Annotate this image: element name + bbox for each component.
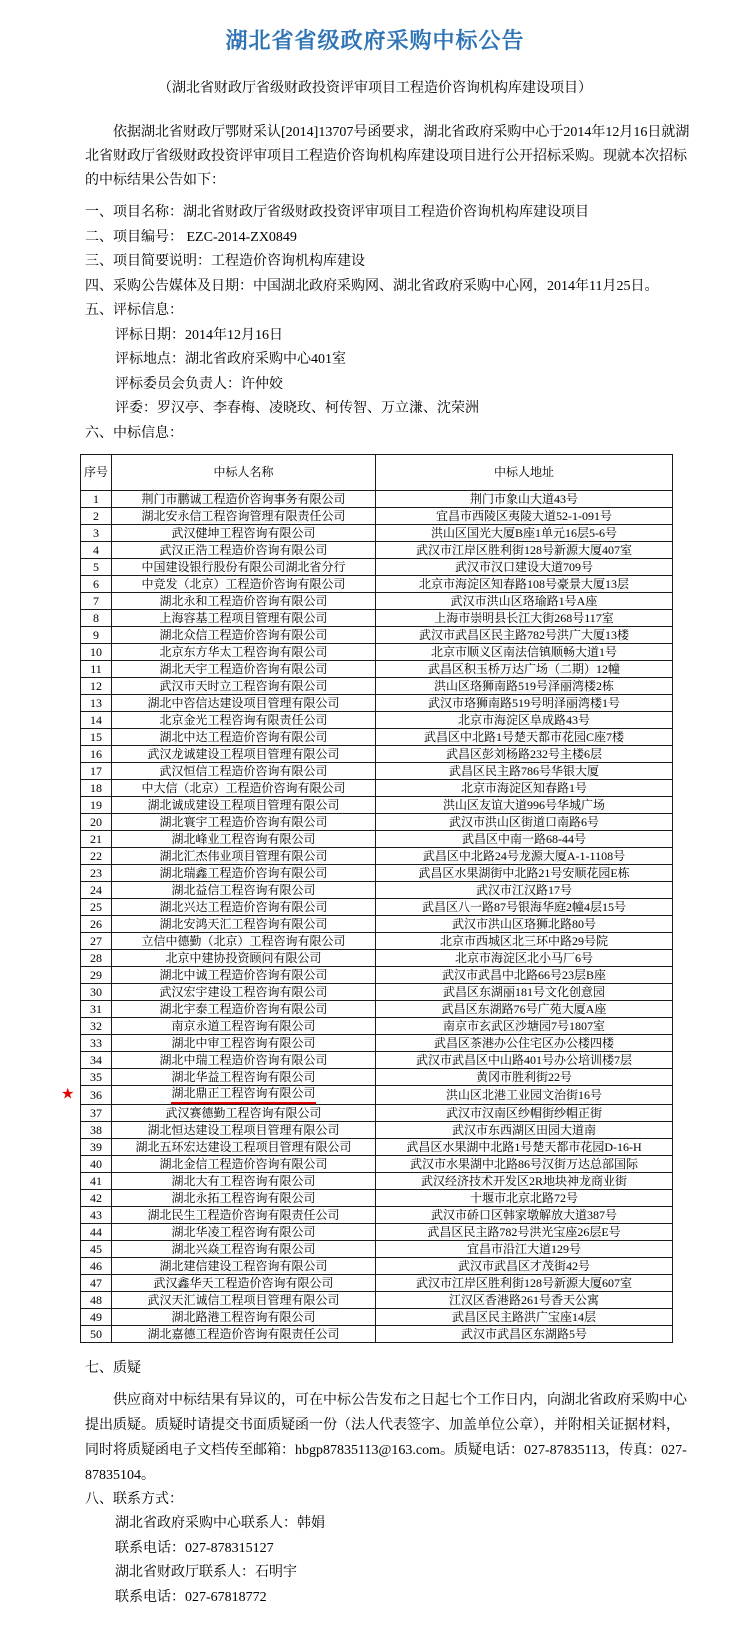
cell-serial: 18 (81, 780, 112, 797)
cell-serial: 2 (81, 508, 112, 525)
winners-table (61, 454, 673, 1343)
table-row (81, 559, 673, 576)
cell-winner-name: 湖北中诚工程造价咨询有限公司 (112, 967, 376, 984)
cell-winner-address: 南京市玄武区沙塘园7号1807室 (376, 1018, 673, 1035)
cell-serial: 1 (81, 491, 112, 508)
table-row (81, 525, 673, 542)
eval-leader: 评标委员会负责人：许仲姣 (115, 376, 283, 392)
cell-winner-name: 武汉天汇诚信工程项目管理有限公司 (112, 1292, 376, 1309)
cell-winner-address: 武汉市武昌中北路66号23层B座 (376, 967, 673, 984)
table-row (81, 797, 673, 814)
cell-winner-name: 武汉正浩工程造价咨询有限公司 (112, 542, 376, 559)
table-row (81, 899, 673, 916)
cell-serial: 17 (81, 763, 112, 780)
cell-serial: 19 (81, 797, 112, 814)
cell-winner-name: 湖北兴达工程造价咨询有限公司 (112, 899, 376, 916)
cell-winner-name: 荆门市鹏诚工程造价咨询事务有限公司 (112, 491, 376, 508)
table-row (81, 593, 673, 610)
cell-winner-name: 北京东方华太工程咨询有限公司 (112, 644, 376, 661)
cell-winner-address: 武汉市江汉路17号 (376, 882, 673, 899)
table-row (81, 678, 673, 695)
cell-serial: 27 (81, 933, 112, 950)
cell-winner-name: 湖北益信工程咨询有限公司 (112, 882, 376, 899)
cell-winner-address: 武汉市武昌区中山路401号办公培训楼7层 (376, 1052, 673, 1069)
cell-winner-address: 北京市海淀区北小马厂6号 (376, 950, 673, 967)
table-row (81, 695, 673, 712)
cell-winner-name: 湖北众信工程造价咨询有限公司 (112, 627, 376, 644)
cell-serial: 50 (81, 1326, 112, 1343)
table-row (81, 746, 673, 763)
table-row (81, 1069, 673, 1086)
cell-winner-name: 中竞发（北京）工程造价咨询有限公司 (112, 576, 376, 593)
cell-serial: 33 (81, 1035, 112, 1052)
cell-serial: 30 (81, 984, 112, 1001)
table-row (81, 1309, 673, 1326)
cell-winner-address: 武汉经济技术开发区2R地块神龙商业街 (376, 1173, 673, 1190)
table-row (81, 814, 673, 831)
cell-winner-address: 武昌区民主路786号华银大厦 (376, 763, 673, 780)
cell-serial: 7 (81, 593, 112, 610)
cell-winner-address: 北京市顺义区南法信镇顺畅大道1号 (376, 644, 673, 661)
cell-serial: 49 (81, 1309, 112, 1326)
header-serial: 序号 (81, 455, 112, 491)
table-row (81, 542, 673, 559)
cell-winner-address: 武汉市洪山区珞狮北路80号 (376, 916, 673, 933)
item-announce-media: 四、采购公告媒体及日期：中国湖北政府采购网、湖北省政府采购中心网，2014年11月25日。 (85, 278, 659, 294)
cell-winner-address: 武昌区茶港办公住宅区办公楼四楼 (376, 1035, 673, 1052)
cell-winner-address: 洪山区北港工业园文治街16号 (376, 1086, 673, 1105)
table-row (81, 967, 673, 984)
item-project-name: 一、项目名称：湖北省财政厅省级财政投资评审项目工程造价咨询机构库建设项目 (85, 205, 589, 220)
cell-winner-name: 湖北中瑞工程造价咨询有限公司 (112, 1052, 376, 1069)
table-row (81, 610, 673, 627)
cell-winner-name: 湖北安永信工程咨询管理有限责任公司 (112, 508, 376, 525)
table-row (81, 831, 673, 848)
cell-winner-name: 湖北宇泰工程造价咨询有限公司 (112, 1001, 376, 1018)
cell-winner-name: 湖北路港工程咨询有限公司 (112, 1309, 376, 1326)
cell-winner-address: 北京市海淀区知春路108号豪景大厦13层 (376, 576, 673, 593)
table-row (81, 661, 673, 678)
cell-winner-address: 武昌区水果湖街中北路21号安顺花园E栋 (376, 865, 673, 882)
item-winner-info: 六、中标信息： (85, 425, 183, 441)
cell-winner-name: 湖北五环宏达建设工程项目管理有限公司 (112, 1139, 376, 1156)
cell-winner-address: 武汉市武昌区东湖路5号 (376, 1326, 673, 1343)
table-row (81, 1052, 673, 1069)
cell-winner-address: 上海市崇明县长江大街268号117室 (376, 610, 673, 627)
cell-winner-name: 武汉健坤工程咨询有限公司 (112, 525, 376, 542)
cell-serial: 20 (81, 814, 112, 831)
contact-center-phone: 联系电话：027-878315127 (115, 1540, 274, 1556)
table-row (81, 1224, 673, 1241)
cell-serial: 23 (81, 865, 112, 882)
cell-winner-address: 武汉市硚口区韩家墩解放大道387号 (376, 1207, 673, 1224)
cell-winner-address: 洪山区友谊大道996号华城广场 (376, 797, 673, 814)
table-row (81, 763, 673, 780)
header-winner-name: 中标人名称 (112, 455, 376, 491)
cell-serial: 34 (81, 1052, 112, 1069)
table-row (81, 491, 673, 508)
cell-winner-name: 中大信（北京）工程造价咨询有限公司 (112, 780, 376, 797)
eval-place: 评标地点：湖北省政府采购中心401室 (115, 352, 346, 367)
cell-winner-address: 武汉市武昌区才茂街42号 (376, 1258, 673, 1275)
table-row (81, 1326, 673, 1343)
cell-serial: 42 (81, 1190, 112, 1207)
cell-winner-name (112, 1086, 376, 1105)
cell-winner-name: 湖北中审工程咨询有限公司 (112, 1035, 376, 1052)
section7-paragraph: 供应商对中标结果有异议的，可在中标公告发布之日起七个工作日内，向湖北省政府采购中心提出质疑。质疑时请提交书面质疑函一份（法人代表签字、加盖单位公章），并附相关证据材料，同时将质疑函电子文档传至邮箱：hbgp87835113@163.com。质疑电话：027-87835113，传真：027-87835104。 (85, 1392, 687, 1483)
cell-serial: 11 (81, 661, 112, 678)
cell-winner-address: 武昌区中北路24号龙源大厦A-1-1108号 (376, 848, 673, 865)
cell-serial: 9 (81, 627, 112, 644)
cell-winner-name: 湖北永和工程造价咨询有限公司 (112, 593, 376, 610)
cell-winner-address: 武昌区彭刘杨路232号主楼6层 (376, 746, 673, 763)
eval-members: 评委：罗汉亭、李春梅、凌晓玫、柯传智、万立溓、沈荣洲 (115, 401, 479, 416)
cell-serial: 44 (81, 1224, 112, 1241)
cell-serial: 16 (81, 746, 112, 763)
cell-winner-name: 武汉恒信工程造价咨询有限公司 (112, 763, 376, 780)
cell-winner-address: 武昌区东湖路76号广苑大厦A座 (376, 1001, 673, 1018)
table-row (81, 644, 673, 661)
cell-winner-address: 宜昌市沿江大道129号 (376, 1241, 673, 1258)
table-row (81, 1241, 673, 1258)
cell-serial: 28 (81, 950, 112, 967)
cell-serial: 13 (81, 695, 112, 712)
table-row (81, 1139, 673, 1156)
cell-serial: 40 (81, 1156, 112, 1173)
cell-winner-address: 武昌区民主路洪广宝座14层 (376, 1309, 673, 1326)
cell-winner-address: 武汉市汉口建设大道709号 (376, 559, 673, 576)
table-row (81, 1122, 673, 1139)
cell-winner-name: 北京中建协投资顾问有限公司 (112, 950, 376, 967)
cell-serial: 26 (81, 916, 112, 933)
cell-winner-name: 湖北恒达建设工程项目管理有限公司 (112, 1122, 376, 1139)
cell-winner-address: 武昌区积玉桥万达广场（二期）12幢 (376, 661, 673, 678)
cell-winner-address: 武汉市江岸区胜利街128号新源大厦407室 (376, 542, 673, 559)
table-row (81, 1035, 673, 1052)
table-row (81, 712, 673, 729)
cell-winner-name: 武汉赛德勤工程咨询有限公司 (112, 1105, 376, 1122)
cell-serial: 48 (81, 1292, 112, 1309)
table-row (81, 882, 673, 899)
cell-winner-name: 湖北金信工程造价咨询有限公司 (112, 1156, 376, 1173)
cell-winner-name: 武汉市天时立工程咨询有限公司 (112, 678, 376, 695)
cell-serial: 31 (81, 1001, 112, 1018)
cell-winner-address: 武汉市洪山区街道口南路6号 (376, 814, 673, 831)
table-row (81, 950, 673, 967)
cell-winner-address: 武汉市汉南区纱帽街纱帽正街 (376, 1105, 673, 1122)
contact-finance-phone: 联系电话：027-67818772 (115, 1589, 267, 1605)
cell-winner-address: 黄冈市胜利街22号 (376, 1069, 673, 1086)
cell-winner-name: 湖北建信建设工程咨询有限公司 (112, 1258, 376, 1275)
table-row (81, 865, 673, 882)
cell-serial: 38 (81, 1122, 112, 1139)
table-row (81, 780, 673, 797)
contact-center-person: 湖北省政府采购中心联系人：韩娟 (115, 1516, 325, 1531)
table-row (81, 916, 673, 933)
cell-winner-name: 湖北寰宇工程造价咨询有限公司 (112, 814, 376, 831)
cell-winner-address: 武昌区民主路782号洪光宝座26层E号 (376, 1224, 673, 1241)
cell-serial: 36 ★ (81, 1086, 112, 1105)
cell-winner-name: 湖北华凌工程咨询有限公司 (112, 1224, 376, 1241)
cell-winner-name: 湖北汇杰伟业项目管理有限公司 (112, 848, 376, 865)
page-subtitle: （湖北省财政厅省级财政投资评审项目工程造价咨询机构库建设项目） (158, 81, 592, 96)
cell-winner-name: 南京永道工程咨询有限公司 (112, 1018, 376, 1035)
cell-winner-name: 湖北天宇工程造价咨询有限公司 (112, 661, 376, 678)
cell-winner-address: 武汉市水果湖中北路86号汉街万达总部国际 (376, 1156, 673, 1173)
cell-winner-name: 立信中德勤（北京）工程咨询有限公司 (112, 933, 376, 950)
cell-winner-name: 湖北峰业工程咨询有限公司 (112, 831, 376, 848)
cell-winner-address: 武汉市武昌区民主路782号洪广大厦13楼 (376, 627, 673, 644)
cell-winner-name: 湖北诚成建设工程项目管理有限公司 (112, 797, 376, 814)
cell-winner-name: 湖北瑞鑫工程造价咨询有限公司 (112, 865, 376, 882)
table-row (81, 627, 673, 644)
cell-serial: 8 (81, 610, 112, 627)
cell-winner-name: 湖北中达工程造价咨询有限公司 (112, 729, 376, 746)
table-row (81, 1105, 673, 1122)
table-row (81, 1190, 673, 1207)
cell-serial: 21 (81, 831, 112, 848)
cell-serial: 3 (81, 525, 112, 542)
cell-winner-name: 湖北安鸿天汇工程咨询有限公司 (112, 916, 376, 933)
table-row (81, 848, 673, 865)
cell-winner-address: 武昌区八一路87号银海华庭2幢4层15号 (376, 899, 673, 916)
cell-winner-address: 武汉市江岸区胜利街128号新源大厦607室 (376, 1275, 673, 1292)
cell-serial: 47 (81, 1275, 112, 1292)
contact-finance-person: 湖北省财政厅联系人：石明宇 (115, 1565, 297, 1580)
table-row (81, 576, 673, 593)
table-row (81, 1018, 673, 1035)
cell-serial: 39 (81, 1139, 112, 1156)
cell-winner-address: 武昌区中北路1号楚天都市花园C座7楼 (376, 729, 673, 746)
cell-serial: 43 (81, 1207, 112, 1224)
table-row (81, 1086, 673, 1105)
winners-table-wrap (61, 454, 750, 1343)
cell-serial: 6 (81, 576, 112, 593)
winners-table-body (61, 491, 673, 1343)
cell-winner-name: 中国建设银行股份有限公司湖北省分行 (112, 559, 376, 576)
cell-winner-address: 荆门市象山大道43号 (376, 491, 673, 508)
table-row (81, 933, 673, 950)
cell-winner-address: 江汉区香港路261号香天公寓 (376, 1292, 673, 1309)
intro-paragraph: 依据湖北省财政厅鄂财采认[2014]13707号函要求，湖北省政府采购中心于2014年12月16日就湖北省财政厅省级财政投资评审项目工程造价咨询机构库建设项目进行公开招标采购。现就本次招标的中标结果公告如下： (85, 125, 690, 188)
table-header-row (81, 455, 673, 491)
cell-winner-name: 湖北民生工程造价咨询有限责任公司 (112, 1207, 376, 1224)
cell-winner-name: 武汉鑫华天工程造价咨询有限公司 (112, 1275, 376, 1292)
item-project-brief: 三、项目简要说明：工程造价咨询机构库建设 (85, 254, 365, 269)
cell-winner-address: 北京市海淀区阜成路43号 (376, 712, 673, 729)
table-row (81, 1001, 673, 1018)
section7-title: 七、质疑 (85, 1361, 141, 1376)
table-row (81, 1207, 673, 1224)
cell-winner-address: 十堰市北京北路72号 (376, 1190, 673, 1207)
cell-winner-address: 宜昌市西陵区夷陵大道52-1-091号 (376, 508, 673, 525)
cell-serial: 29 (81, 967, 112, 984)
cell-winner-name: 北京金光工程咨询有限责任公司 (112, 712, 376, 729)
cell-serial: 10 (81, 644, 112, 661)
cell-serial: 45 (81, 1241, 112, 1258)
cell-winner-name: 湖北中咨信达建设项目管理有限公司 (112, 695, 376, 712)
cell-serial: 24 (81, 882, 112, 899)
table-row (81, 729, 673, 746)
table-row (81, 1275, 673, 1292)
cell-winner-address: 洪山区珞狮南路519号泽丽湾楼2栋 (376, 678, 673, 695)
cell-winner-name: 武汉宏宇建设工程咨询有限公司 (112, 984, 376, 1001)
cell-winner-address: 北京市西城区北三环中路29号院 (376, 933, 673, 950)
cell-winner-address: 武汉市洪山区珞瑜路1号A座 (376, 593, 673, 610)
cell-serial: 32 (81, 1018, 112, 1035)
cell-winner-name: 湖北永拓工程咨询有限公司 (112, 1190, 376, 1207)
numbered-items (0, 201, 750, 446)
cell-winner-address: 武汉市珞狮南路519号明泽丽湾楼1号 (376, 695, 673, 712)
cell-winner-name: 上海容基工程项目管理有限公司 (112, 610, 376, 627)
cell-serial: 5 (81, 559, 112, 576)
table-row (81, 1292, 673, 1309)
cell-serial: 41 (81, 1173, 112, 1190)
cell-serial: 37 (81, 1105, 112, 1122)
cell-winner-name: 湖北兴焱工程咨询有限公司 (112, 1241, 376, 1258)
cell-winner-address: 北京市海淀区知春路1号 (376, 780, 673, 797)
cell-winner-address: 武昌区水果湖中北路1号楚天都市花园D-16-H (376, 1139, 673, 1156)
cell-serial: 14 (81, 712, 112, 729)
page-title: 湖北省省级政府采购中标公告 (225, 28, 525, 53)
item-project-number: 二、项目编号： EZC-2014-ZX0849 (85, 229, 297, 245)
item-eval-info: 五、评标信息： (85, 303, 183, 318)
cell-serial: 46 (81, 1258, 112, 1275)
cell-winner-name: 武汉龙诚建设工程项目管理有限公司 (112, 746, 376, 763)
section8-title: 八、联系方式： (85, 1491, 183, 1507)
cell-serial: 25 (81, 899, 112, 916)
table-row (81, 1173, 673, 1190)
header-winner-address: 中标人地址 (376, 455, 673, 491)
table-row (81, 1156, 673, 1173)
cell-winner-name: 湖北嘉德工程造价咨询有限责任公司 (112, 1326, 376, 1343)
highlighted-winner-name: 湖北鼎正工程咨询有限公司 (171, 1086, 315, 1104)
cell-winner-address: 武昌区中南一路68-44号 (376, 831, 673, 848)
table-row (81, 984, 673, 1001)
cell-serial: 15 (81, 729, 112, 746)
cell-winner-name: 湖北大有工程咨询有限公司 (112, 1173, 376, 1190)
cell-winner-address: 洪山区国光大厦B座1单元16层5-6号 (376, 525, 673, 542)
cell-serial: 4 (81, 542, 112, 559)
cell-winner-name: 湖北华益工程咨询有限公司 (112, 1069, 376, 1086)
cell-winner-address: 武汉市东西湖区田园大道南 (376, 1122, 673, 1139)
cell-serial: 22 (81, 848, 112, 865)
table-row (81, 508, 673, 525)
table-row (81, 1258, 673, 1275)
red-star-icon: ★ (61, 1086, 75, 1103)
cell-serial: 35 (81, 1069, 112, 1086)
eval-date: 评标日期：2014年12月16日 (115, 327, 283, 343)
cell-winner-address: 武昌区东湖丽181号文化创意园 (376, 984, 673, 1001)
cell-serial: 12 (81, 678, 112, 695)
